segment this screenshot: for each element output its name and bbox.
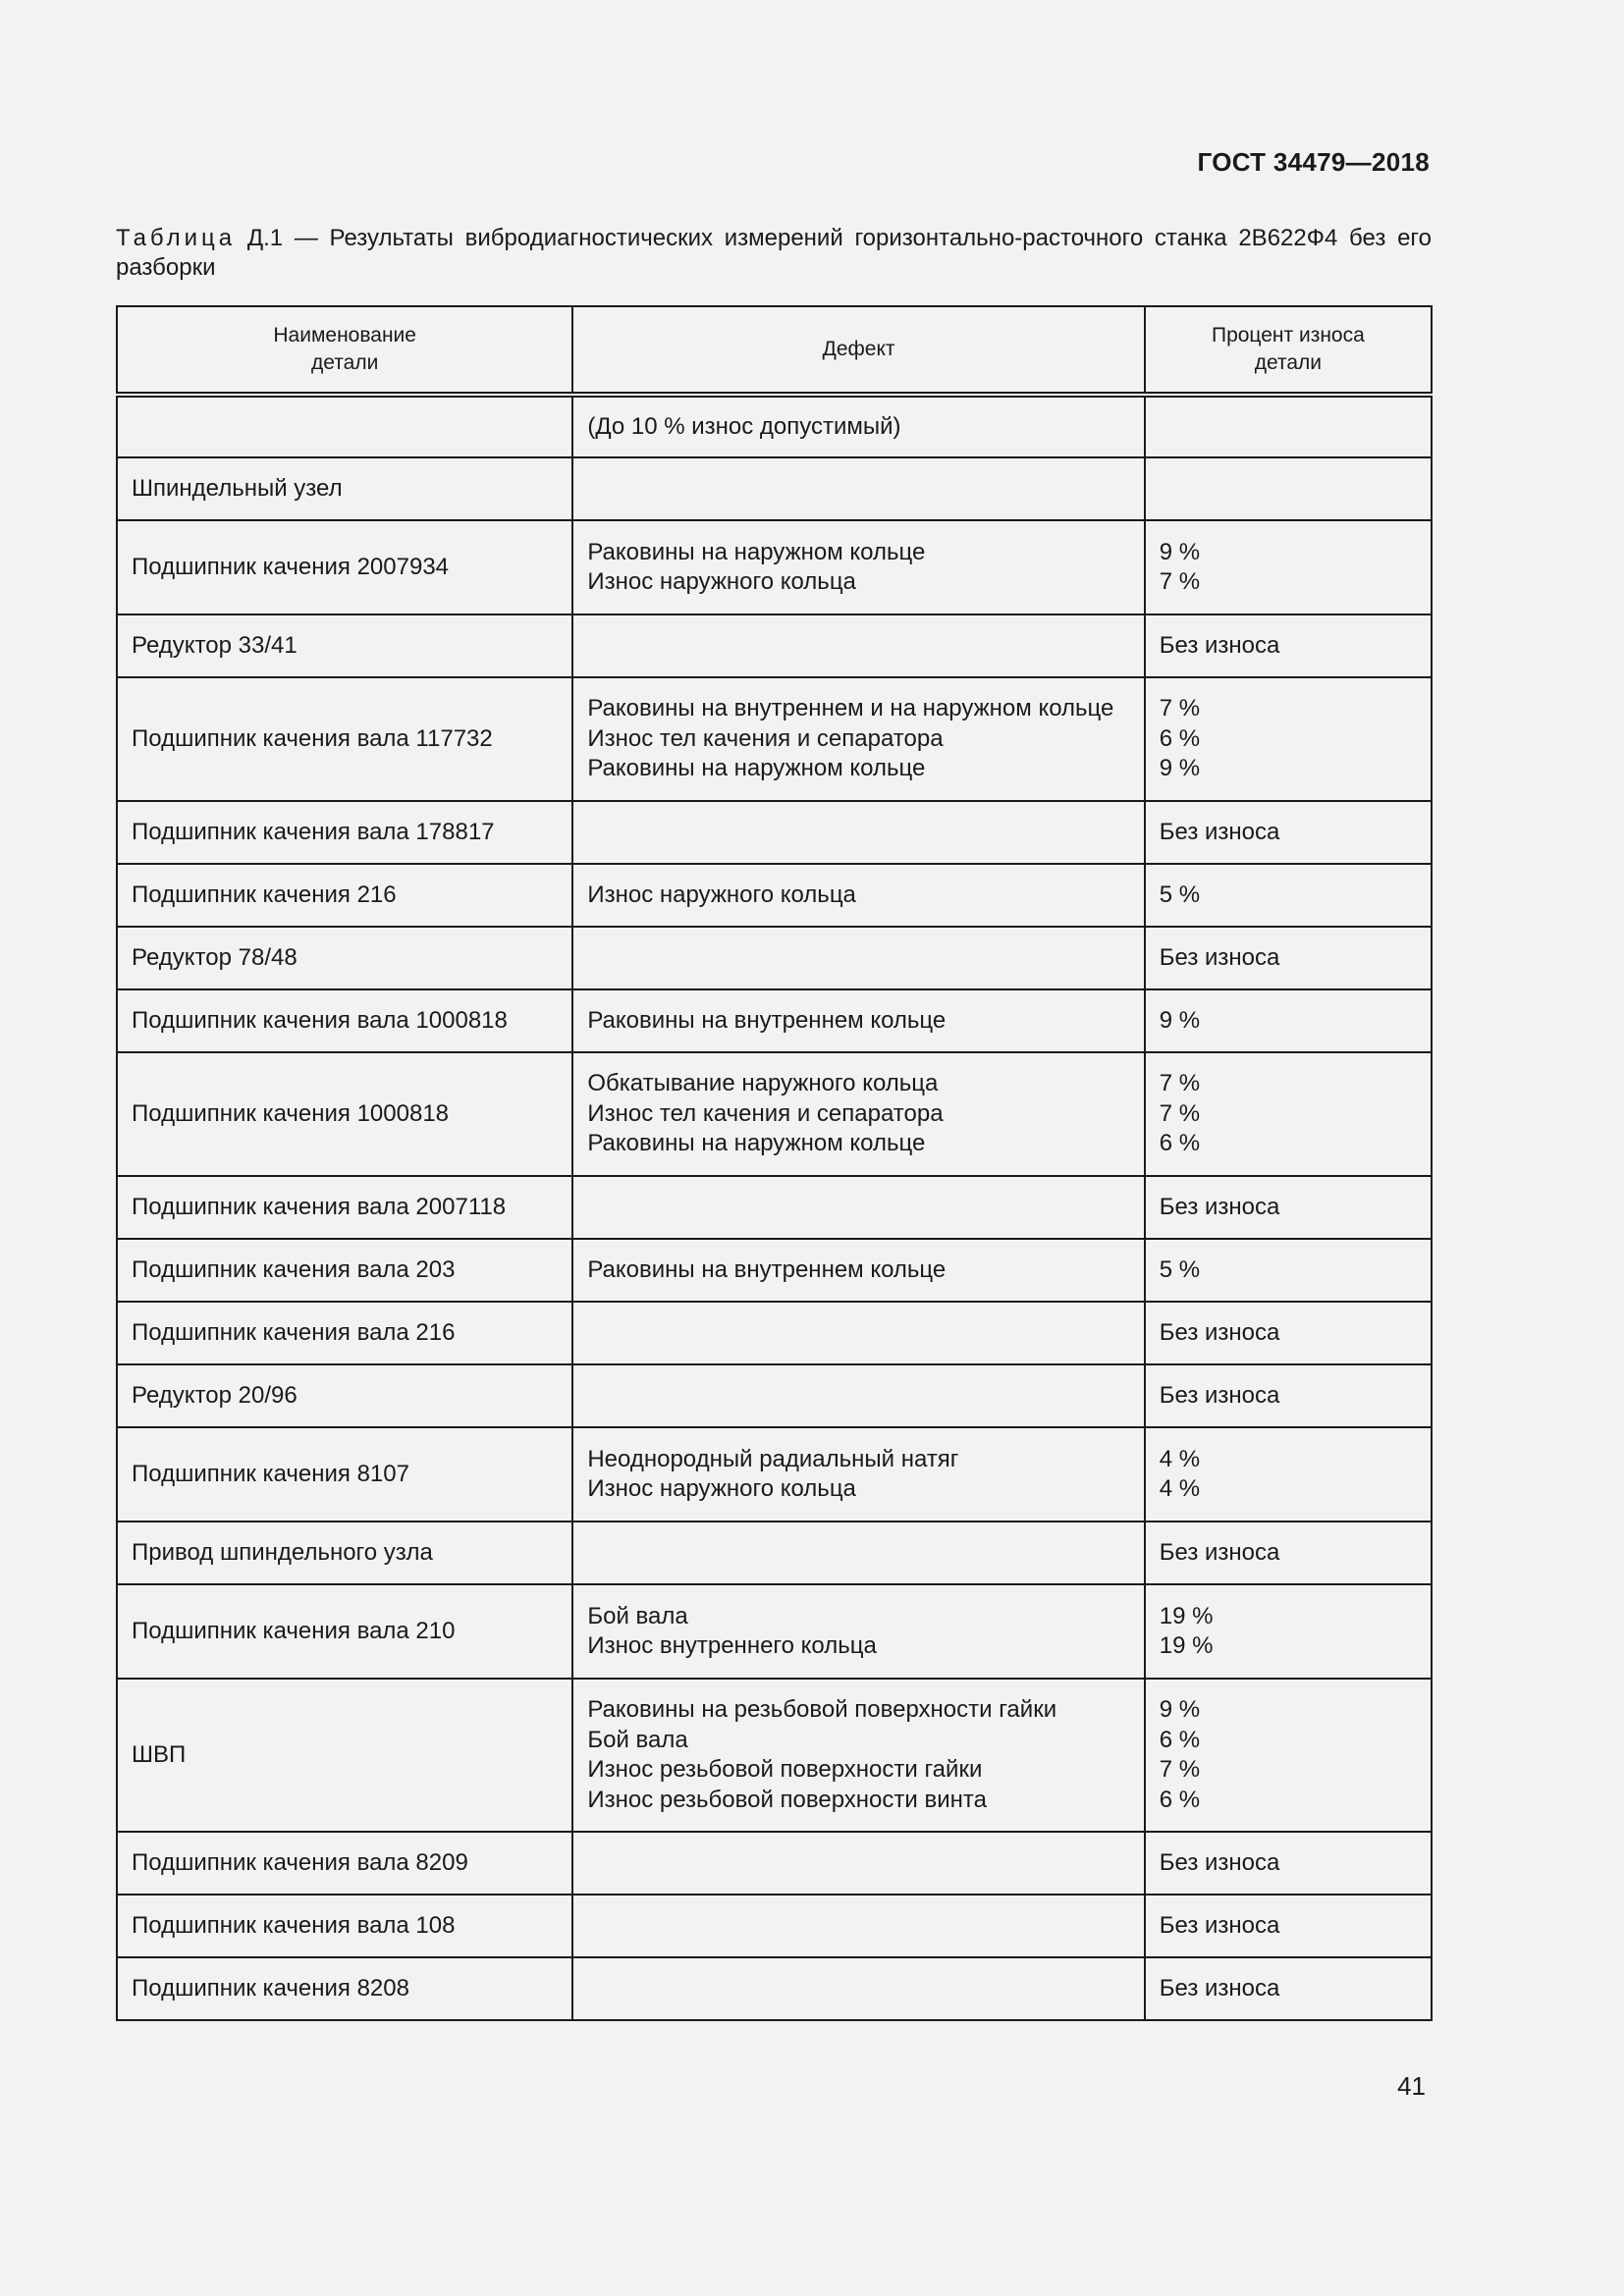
wear-results-table [116,305,1433,2021]
column-header-line: Процент износа [1211,324,1365,347]
defect-line: Износ наружного кольца [587,1475,856,1502]
table-row [117,1052,1432,1176]
defect-line: Обкатывание наружного кольца [587,1070,939,1097]
defect-cell [572,677,1144,801]
defect-cell [572,457,1144,520]
defect-cell [572,520,1144,614]
wear-percent-cell [1145,864,1432,927]
defect-line: Износ наружного кольца [587,881,856,908]
table-row [117,1679,1432,1832]
column-header-line: Дефект [822,338,895,360]
defect-cell [572,989,1144,1052]
wear-percent-line: 4 % [1159,1445,1201,1472]
table-row [117,1957,1432,2020]
wear-percent-cell [1145,677,1432,801]
part-name-cell: Редуктор 33/41 [117,614,572,677]
defect-cell [572,1176,1144,1239]
part-name-cell: Подшипник качения вала 210 [117,1584,572,1679]
defect-cell [572,1522,1144,1584]
part-name-cell: Подшипник качения вала 203 [117,1239,572,1302]
table-row [117,1239,1432,1302]
wear-percent-line: 6 % [1159,1726,1201,1753]
wear-percent-line: Без износа [1159,1193,1280,1220]
wear-percent-line: Без износа [1159,818,1280,845]
wear-percent-cell [1145,614,1432,677]
defect-cell [572,1364,1144,1427]
defect-cell [572,1052,1144,1176]
defect-cell [572,1584,1144,1679]
wear-percent-line: 5 % [1159,881,1201,908]
part-name-cell: Подшипник качения 216 [117,864,572,927]
wear-percent-line: 19 % [1159,1602,1214,1629]
wear-percent-line: Без износа [1159,943,1280,971]
wear-percent-cell [1145,927,1432,989]
wear-percent-line: 9 % [1159,1006,1201,1034]
table-row [117,1364,1432,1427]
column-header-line: Наименование [273,324,416,347]
table-row [117,864,1432,927]
defect-line: (До 10 % износ допустимый) [587,412,901,440]
part-name-cell: Подшипник качения 1000818 [117,1052,572,1176]
wear-percent-line: Без износа [1159,1911,1280,1939]
wear-percent-line: Без износа [1159,1318,1280,1346]
wear-percent-cell [1145,395,1432,457]
wear-percent-line: 7 % [1159,1756,1201,1783]
defect-cell [572,927,1144,989]
table-row [117,520,1432,614]
table-row [117,927,1432,989]
defect-line: Раковины на наружном кольце [587,1130,926,1157]
part-name-cell: Привод шпиндельного узла [117,1522,572,1584]
table-row [117,1176,1432,1239]
defect-cell [572,1895,1144,1957]
wear-percent-cell [1145,1176,1432,1239]
part-name-cell: Подшипник качения вала 2007118 [117,1176,572,1239]
wear-percent-line: 19 % [1159,1632,1214,1659]
wear-percent-line: 5 % [1159,1255,1201,1283]
wear-percent-line: Без износа [1159,1848,1280,1876]
part-name-cell: Шпиндельный узел [117,457,572,520]
part-name-cell: Редуктор 78/48 [117,927,572,989]
table-row [117,801,1432,864]
table-row [117,1895,1432,1957]
defect-cell [572,614,1144,677]
wear-percent-line: Без износа [1159,1974,1280,2002]
table-header [117,306,1432,395]
wear-percent-cell [1145,1427,1432,1522]
defect-line: Износ наружного кольца [587,568,856,595]
table-row [117,677,1432,801]
wear-percent-line: Без износа [1159,1381,1280,1409]
table-body [117,395,1432,2020]
wear-percent-cell [1145,801,1432,864]
table-header-row [117,306,1432,395]
wear-percent-line: 7 % [1159,695,1201,722]
wear-percent-line: 9 % [1159,538,1201,565]
defect-cell [572,395,1144,457]
table-row [117,1584,1432,1679]
table-row [117,395,1432,457]
wear-percent-cell [1145,1052,1432,1176]
column-header-line: детали [311,351,379,374]
defect-cell [572,1427,1144,1522]
wear-percent-line: 9 % [1159,755,1201,782]
wear-percent-cell [1145,1584,1432,1679]
column-header-wear-percent [1145,306,1432,395]
table-row [117,1522,1432,1584]
defect-cell [572,1679,1144,1832]
column-header-defect [572,306,1144,395]
column-header-line: детали [1254,351,1323,374]
defect-line: Неоднородный радиальный натяг [587,1445,959,1472]
wear-percent-line: Без износа [1159,631,1280,659]
part-name-cell: Подшипник качения вала 108 [117,1895,572,1957]
defect-line: Бой вала [587,1602,688,1629]
defect-cell [572,1957,1144,2020]
wear-percent-cell [1145,1957,1432,2020]
wear-percent-line: 6 % [1159,724,1201,752]
defect-line: Износ тел качения и сепаратора [587,1099,944,1127]
wear-percent-cell [1145,457,1432,520]
table-row [117,989,1432,1052]
defect-cell [572,1302,1144,1364]
defect-line: Раковины на внутреннем кольце [587,1255,947,1283]
wear-percent-cell [1145,1522,1432,1584]
wear-percent-cell [1145,1302,1432,1364]
wear-percent-line: 7 % [1159,568,1201,595]
part-name-cell [117,395,572,457]
defect-cell [572,864,1144,927]
defect-line: Износ внутреннего кольца [587,1632,877,1659]
defect-line: Раковины на наружном кольце [587,538,926,565]
table-row [117,614,1432,677]
wear-percent-line: 7 % [1159,1070,1201,1097]
wear-percent-cell [1145,1895,1432,1957]
table-caption-text: Д.1 — Результаты вибродиагностических измерений горизонтально-расточного станка 2В622Ф4 без его разборки [116,225,1432,281]
wear-percent-cell [1145,520,1432,614]
part-name-cell: Подшипник качения 2007934 [117,520,572,614]
defect-line: Раковины на внутреннем и на наружном кольце [587,695,1114,722]
defect-line: Раковины на резьбовой поверхности гайки [587,1696,1057,1723]
wear-percent-line: 4 % [1159,1475,1201,1502]
wear-percent-cell [1145,1239,1432,1302]
part-name-cell: Подшипник качения 8107 [117,1427,572,1522]
defect-cell [572,801,1144,864]
column-header-part-name [117,306,572,395]
part-name-cell: Подшипник качения вала 216 [117,1302,572,1364]
table-row [117,1832,1432,1895]
part-name-cell: Подшипник качения вала 8209 [117,1832,572,1895]
part-name-cell: Подшипник качения вала 1000818 [117,989,572,1052]
wear-percent-cell [1145,1679,1432,1832]
defect-line: Бой вала [587,1726,688,1753]
defect-line: Износ резьбовой поверхности винта [587,1786,987,1813]
part-name-cell: Редуктор 20/96 [117,1364,572,1427]
wear-percent-line: 6 % [1159,1786,1201,1813]
defect-cell [572,1832,1144,1895]
table-row [117,1427,1432,1522]
table-caption [116,224,1432,283]
wear-percent-line: 9 % [1159,1696,1201,1723]
part-name-cell: Подшипник качения 8208 [117,1957,572,2020]
defect-cell [572,1239,1144,1302]
document-code: ГОСТ 34479—2018 [1197,147,1430,177]
page-number: 41 [1397,2071,1426,2101]
table-row [117,457,1432,520]
defect-line: Раковины на наружном кольце [587,755,926,782]
wear-percent-cell [1145,989,1432,1052]
defect-line: Раковины на внутреннем кольце [587,1006,947,1034]
defect-line: Износ резьбовой поверхности гайки [587,1756,983,1783]
table-row [117,1302,1432,1364]
defect-line: Износ тел качения и сепаратора [587,724,944,752]
part-name-cell: Подшипник качения вала 178817 [117,801,572,864]
wear-percent-cell [1145,1832,1432,1895]
table-caption-label: Таблица [116,225,237,251]
wear-percent-line: 7 % [1159,1099,1201,1127]
wear-percent-line: 6 % [1159,1130,1201,1157]
part-name-cell: Подшипник качения вала 117732 [117,677,572,801]
part-name-cell: ШВП [117,1679,572,1832]
wear-percent-line: Без износа [1159,1538,1280,1566]
wear-percent-cell [1145,1364,1432,1427]
